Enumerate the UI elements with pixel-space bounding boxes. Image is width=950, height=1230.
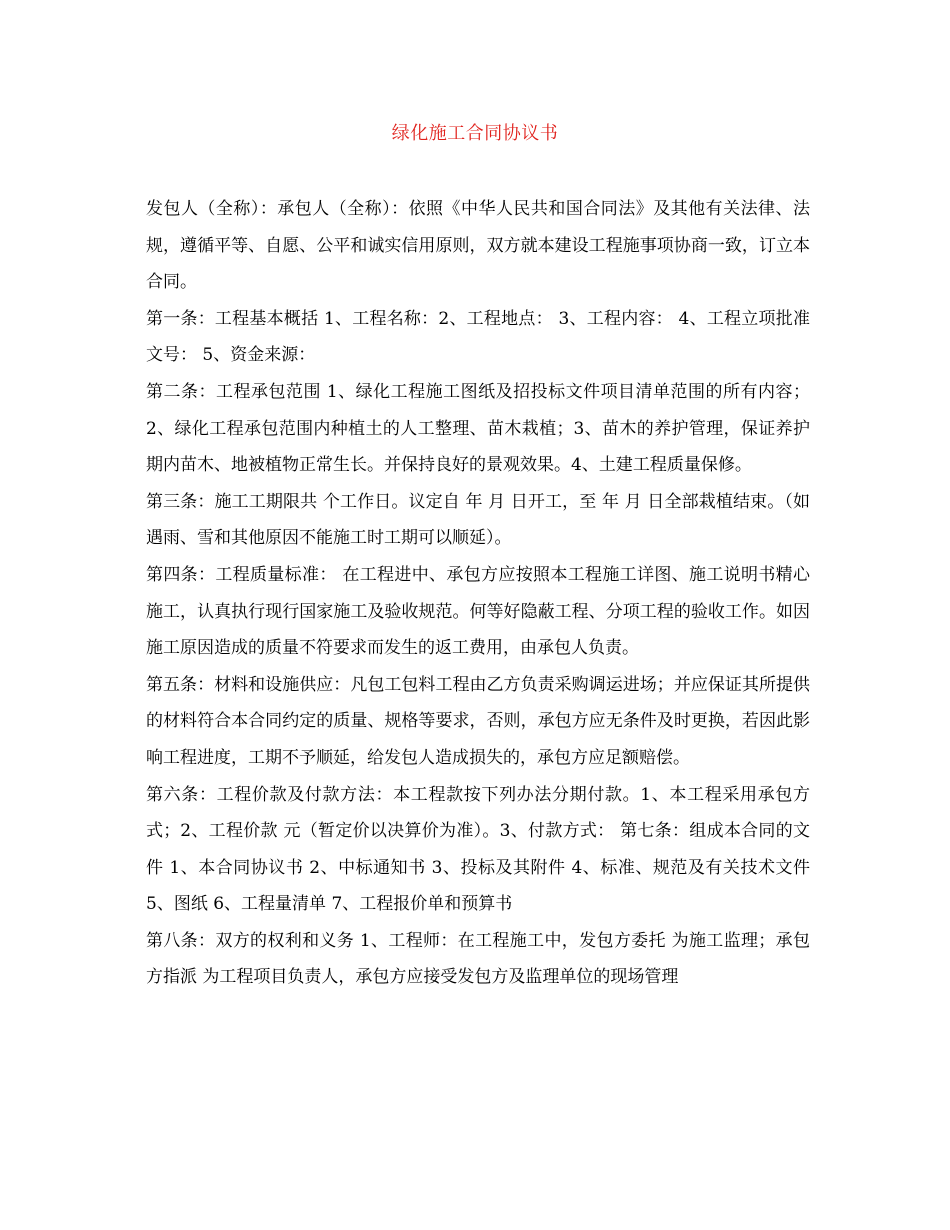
paragraph-article-2: 第二条：工程承包范围 1、绿化工程施工图纸及招投标文件项目清单范围的所有内容；2、绿化工程承包范围内种植土的人工整理、苗木栽植；3、苗木的养护管理，保证养护期内苗木、地被植物正常生长。并保持良好的景观效果。4、土建工程质量保修。	[146, 381, 810, 476]
paragraph-article-3: 第三条：施工工期限共 个工作日。议定自 年 月 日开工，至 年 月 日全部栽植结束。（如遇雨、雪和其他原因不能施工时工期可以顺延）。	[146, 491, 810, 549]
paragraph-article-6-7: 第六条：工程价款及付款方法：本工程款按下列办法分期付款。1、本工程采用承包方式；2、工程价款 元（暂定价以决算价为准）。3、付款方式： 第七条：组成本合同的文件 1、本合同协议书 2、中标通知书 3、投标及其附件 4、标准、规范及有关技术文件 5、图纸 6、工程量清单 7、工程报价单和预算书	[146, 784, 810, 915]
paragraph-article-8: 第八条：双方的权利和义务 1、工程师：在工程施工中，发包方委托 为施工监理；承包方指派 为工程项目负责人，承包方应接受发包方及监理单位的现场管理	[146, 930, 810, 988]
document-body	[146, 191, 810, 996]
paragraph-article-1: 第一条：工程基本概括 1、工程名称：2、工程地点： 3、工程内容： 4、工程立项批准文号： 5、资金来源：	[146, 308, 810, 366]
paragraph-article-5: 第五条：材料和设施供应：凡包工包料工程由乙方负责采购调运进场；并应保证其所提供的材料符合本合同约定的质量、规格等要求，否则，承包方应无条件及时更换，若因此影响工程进度，工期不予顺延，给发包人造成损失的，承包方应足额赔偿。	[146, 674, 810, 768]
document-title: 绿化施工合同协议书	[391, 123, 559, 144]
paragraph-parties: 发包人（全称）：承包人（全称）：依照《中华人民共和国合同法》及其他有关法律、法规，遵循平等、自愿、公平和诚实信用原则，双方就本建设工程施事项协商一致，订立本合同。	[146, 199, 810, 293]
paragraph-article-4: 第四条：工程质量标准： 在工程进中、承包方应按照本工程施工详图、施工说明书精心施工，认真执行现行国家施工及验收规范。何等好隐蔽工程、分项工程的验收工作。如因施工原因造成的质量不符要求而发生的返工费用，由承包人负责。	[146, 564, 810, 659]
